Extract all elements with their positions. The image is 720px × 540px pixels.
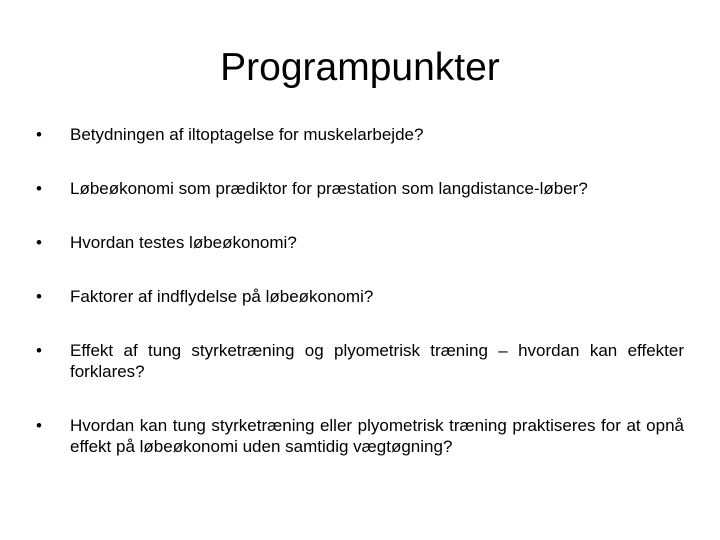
bullet-item bbox=[36, 178, 684, 199]
bullet-icon: • bbox=[36, 287, 42, 306]
bullet-text: Løbeøkonomi som prædiktor for præstation som langdistance-løber? bbox=[70, 179, 588, 198]
bullet-text: Hvordan kan tung styrketræning eller plyometrisk træning praktiseres for at opnå effekt på løbeøkonomi uden samtidig vægtøgning? bbox=[70, 416, 684, 456]
bullet-text: Faktorer af indflydelse på løbeøkonomi? bbox=[70, 287, 374, 306]
bullet-icon: • bbox=[36, 341, 42, 360]
slide-title: Programpunkter bbox=[220, 46, 500, 89]
bullet-text: Effekt af tung styrketræning og plyometrisk træning – hvordan kan effekter forklares? bbox=[70, 341, 684, 381]
bullet-icon: • bbox=[36, 233, 42, 252]
bullet-icon: • bbox=[36, 179, 42, 198]
bullet-item bbox=[36, 415, 684, 457]
bullet-item bbox=[36, 232, 684, 253]
bullet-text: Betydningen af iltoptagelse for muskelarbejde? bbox=[70, 125, 424, 144]
bullet-list bbox=[36, 124, 684, 490]
bullet-item bbox=[36, 286, 684, 307]
bullet-item bbox=[36, 340, 684, 382]
bullet-text: Hvordan testes løbeøkonomi? bbox=[70, 233, 297, 252]
bullet-item bbox=[36, 124, 684, 145]
bullet-icon: • bbox=[36, 416, 42, 435]
bullet-icon: • bbox=[36, 125, 42, 144]
